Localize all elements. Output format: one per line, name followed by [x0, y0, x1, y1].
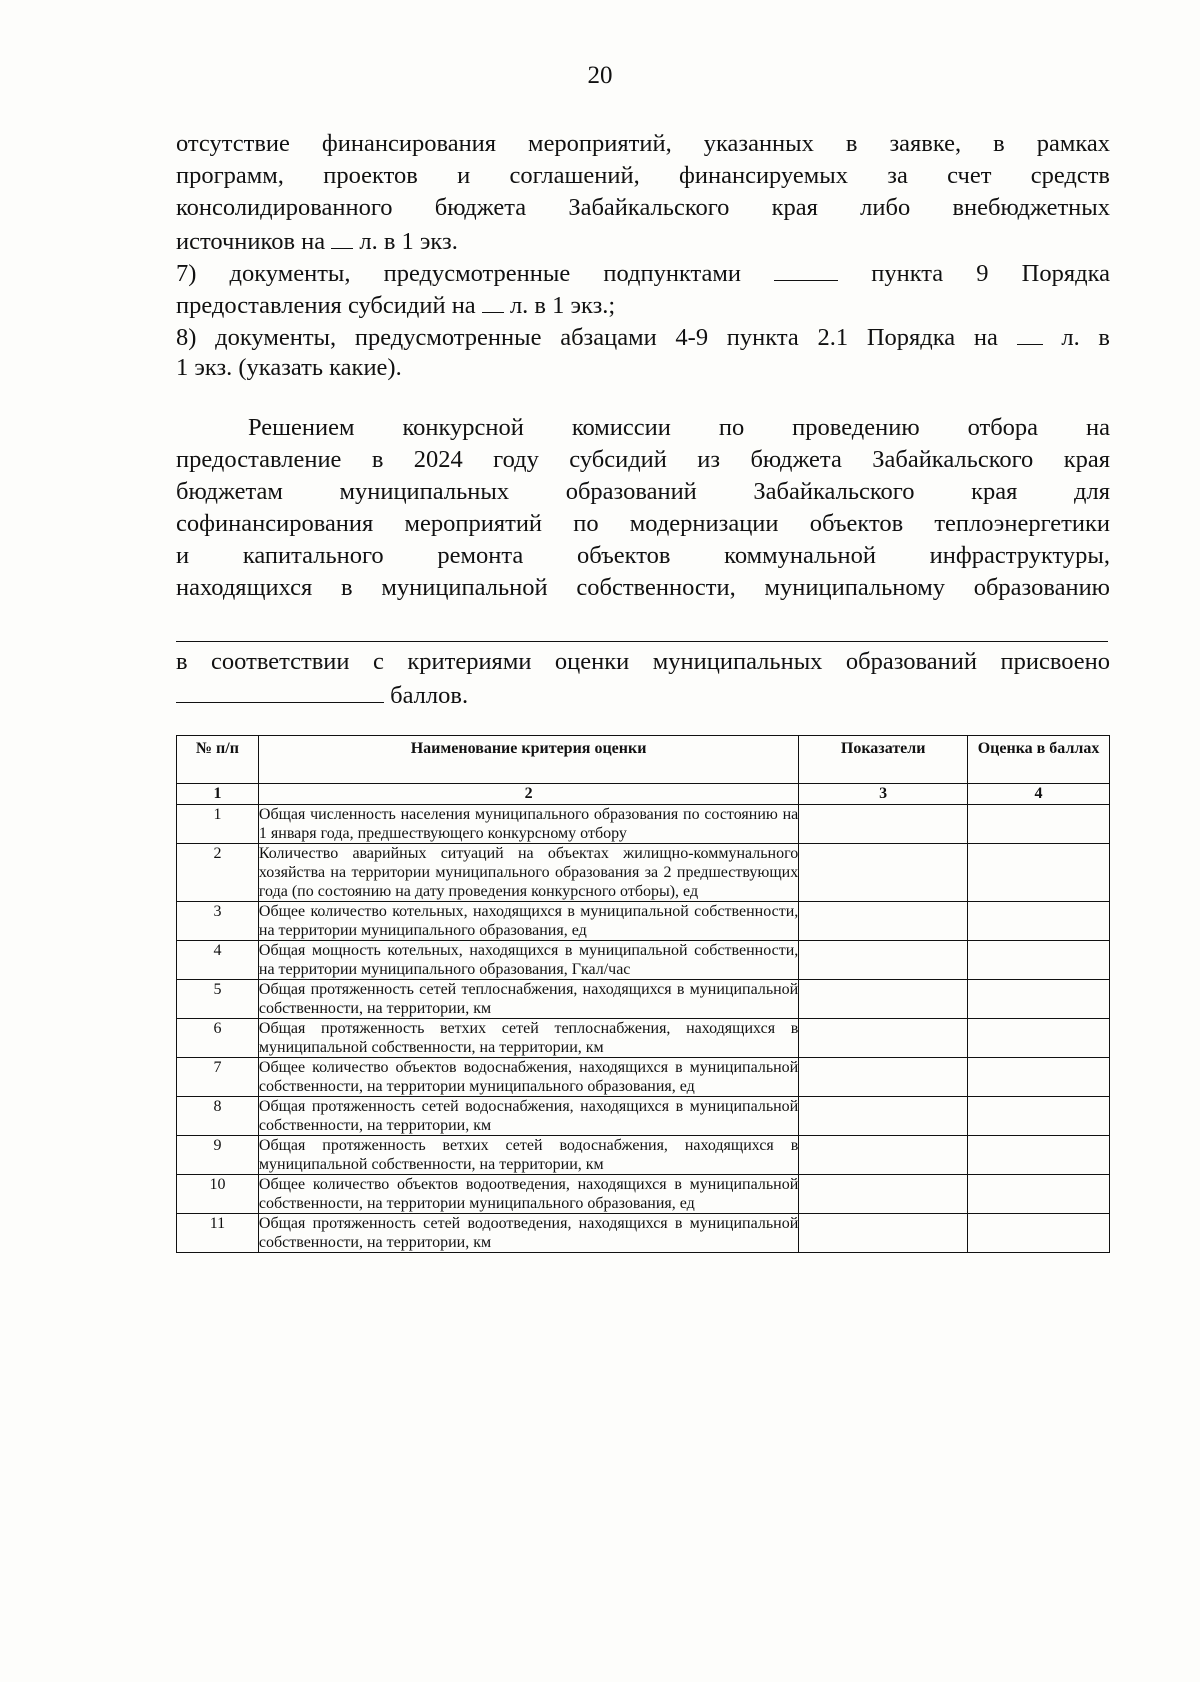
score-value-cell — [968, 1019, 1110, 1058]
row-number-cell: 3 — [177, 902, 259, 941]
indicator-value-cell — [799, 902, 968, 941]
criteria-paragraph — [176, 646, 1110, 710]
criteria-table — [176, 735, 1110, 1253]
table-row — [177, 805, 1110, 844]
score-value-cell — [968, 844, 1110, 902]
criterion-name-cell: Общее количество объектов водоснабжения, находящихся в муниципальной собственности, на территории муниципального образования, ед — [258, 1059, 799, 1095]
indicator-value-cell — [799, 980, 968, 1019]
page-number: 20 — [587, 62, 613, 89]
column-number: 1 — [177, 784, 259, 805]
criterion-name-cell: Общая протяженность сетей водоотведения, находящихся в муниципальной собственности, на территории, км — [258, 1215, 799, 1251]
text-fragment: л. в 1 экз. — [353, 228, 458, 255]
column-header-number: № п/п — [177, 736, 259, 784]
row-number-cell: 11 — [177, 1214, 259, 1253]
score-value-cell — [968, 1136, 1110, 1175]
text-line — [176, 224, 1110, 256]
indicator-value-cell — [799, 1136, 968, 1175]
text-fragment: л. в — [1042, 324, 1111, 351]
table-row — [177, 1097, 1110, 1136]
score-value-cell — [968, 1175, 1110, 1214]
text-fragment: л. в 1 экз.; — [503, 292, 616, 319]
row-number-cell: 9 — [177, 1136, 259, 1175]
indicator-value-cell — [799, 805, 968, 844]
score-value-cell — [968, 980, 1110, 1019]
table-row — [177, 980, 1110, 1019]
text-fragment: 8) документы, предусмотренные абзацами 4-9 пункта 2.1 Порядка на — [176, 324, 1017, 351]
score-value-cell — [968, 1097, 1110, 1136]
indicator-value-cell — [799, 1175, 968, 1214]
text-line: отсутствие финансирования мероприятий, указанных в заявке, в рамках — [176, 130, 1110, 157]
indicator-value-cell — [799, 844, 968, 902]
table-row — [177, 1214, 1110, 1253]
column-header-criterion: Наименование критерия оценки — [258, 736, 798, 784]
text-line — [176, 678, 1110, 710]
table-row — [177, 1019, 1110, 1058]
municipality-blank-line — [176, 641, 1108, 642]
item-8-line-1 — [176, 320, 1110, 352]
indicator-value-cell — [799, 1214, 968, 1253]
row-number-cell: 1 — [177, 805, 259, 844]
item-7-line-2 — [176, 288, 1110, 320]
body-text-top — [176, 128, 1110, 384]
table-row — [177, 1058, 1110, 1097]
score-blank-field — [176, 678, 384, 703]
criterion-name-cell: Общая мощность котельных, находящихся в муниципальной собственности, на территории муниципального образования, Гкал/час — [258, 942, 799, 978]
row-number-cell: 8 — [177, 1097, 259, 1136]
table-row — [177, 941, 1110, 980]
row-number-cell: 7 — [177, 1058, 259, 1097]
score-value-cell — [968, 902, 1110, 941]
column-number: 4 — [968, 784, 1110, 805]
text-fragment: источников на — [176, 228, 332, 255]
text-line: и капитального ремонта объектов коммунальной инфраструктуры, — [176, 542, 1110, 569]
criterion-name-cell: Общая протяженность сетей теплоснабжения, находящихся в муниципальной собственности, на территории, км — [258, 981, 799, 1017]
text-fragment: 7) документы, предусмотренные подпунктами — [176, 260, 775, 287]
column-header-score: Оценка в баллах — [968, 736, 1110, 784]
text-line: софинансирования мероприятий по модернизации объектов теплоэнергетики — [176, 510, 1110, 537]
table-row — [177, 1136, 1110, 1175]
indicator-value-cell — [799, 1019, 968, 1058]
text-line: программ, проектов и соглашений, финансируемых за счет средств — [176, 162, 1110, 189]
blank-field — [1017, 320, 1043, 345]
criterion-name-cell: Общая протяженность ветхих сетей водоснабжения, находящихся в муниципальной собственности, на территории, км — [258, 1137, 799, 1173]
criterion-name-cell: Общее количество котельных, находящихся в муниципальной собственности, на территории муниципального образования, ед — [258, 903, 799, 939]
indicator-value-cell — [799, 1097, 968, 1136]
criterion-name-cell: Общая протяженность ветхих сетей теплоснабжения, находящихся в муниципальной собственности, на территории, км — [258, 1020, 799, 1056]
item-8-line-2: 1 экз. (указать какие). — [176, 354, 402, 381]
score-value-cell — [968, 805, 1110, 844]
table-header-row — [177, 736, 1110, 784]
row-number-cell: 10 — [177, 1175, 259, 1214]
score-value-cell — [968, 1214, 1110, 1253]
blank-field — [482, 288, 504, 313]
text-fragment: баллов. — [384, 682, 469, 709]
text-line: предоставление в 2024 году субсидий из бюджета Забайкальского края — [176, 446, 1110, 473]
text-fragment: пункта 9 Порядка — [838, 260, 1110, 287]
text-line: Решением конкурсной комиссии по проведению отбора на — [248, 414, 1110, 441]
criterion-name-cell: Общая численность населения муниципального образования по состоянию на 1 января года, предшествующего конкурсному отбору — [258, 806, 799, 842]
table-row — [177, 844, 1110, 902]
table-row — [177, 1175, 1110, 1214]
column-numbers-row — [177, 784, 1110, 805]
blank-field — [774, 256, 838, 281]
text-line: в соответствии с критериями оценки муниципальных образований присвоено — [176, 648, 1110, 675]
decision-paragraph — [176, 412, 1110, 604]
column-number: 3 — [799, 784, 968, 805]
row-number-cell: 5 — [177, 980, 259, 1019]
criterion-name-cell: Общее количество объектов водоотведения, находящихся в муниципальной собственности, на территории муниципального образования, ед — [258, 1176, 799, 1212]
text-line: бюджетам муниципальных образований Забайкальского края для — [176, 478, 1110, 505]
criterion-name-cell: Количество аварийных ситуаций на объектах жилищно-коммунального хозяйства на территории муниципального образования за 2 предшествующих года (по состоянию на дату проведения конкурсного отборы), ед — [258, 845, 799, 900]
column-number: 2 — [258, 784, 798, 805]
text-line: находящихся в муниципальной собственности, муниципальному образованию — [176, 574, 1110, 601]
criterion-name-cell: Общая протяженность сетей водоснабжения, находящихся в муниципальной собственности, на территории, км — [258, 1098, 799, 1134]
table-row — [177, 902, 1110, 941]
score-value-cell — [968, 941, 1110, 980]
row-number-cell: 4 — [177, 941, 259, 980]
indicator-value-cell — [799, 1058, 968, 1097]
indicator-value-cell — [799, 941, 968, 980]
row-number-cell: 6 — [177, 1019, 259, 1058]
score-value-cell — [968, 1058, 1110, 1097]
row-number-cell: 2 — [177, 844, 259, 902]
text-line: консолидированного бюджета Забайкальского края либо внебюджетных — [176, 194, 1110, 221]
item-7-line-1 — [176, 256, 1110, 288]
blank-field — [331, 224, 353, 249]
column-header-indicators: Показатели — [799, 736, 968, 784]
text-fragment: предоставления субсидий на — [176, 292, 482, 319]
